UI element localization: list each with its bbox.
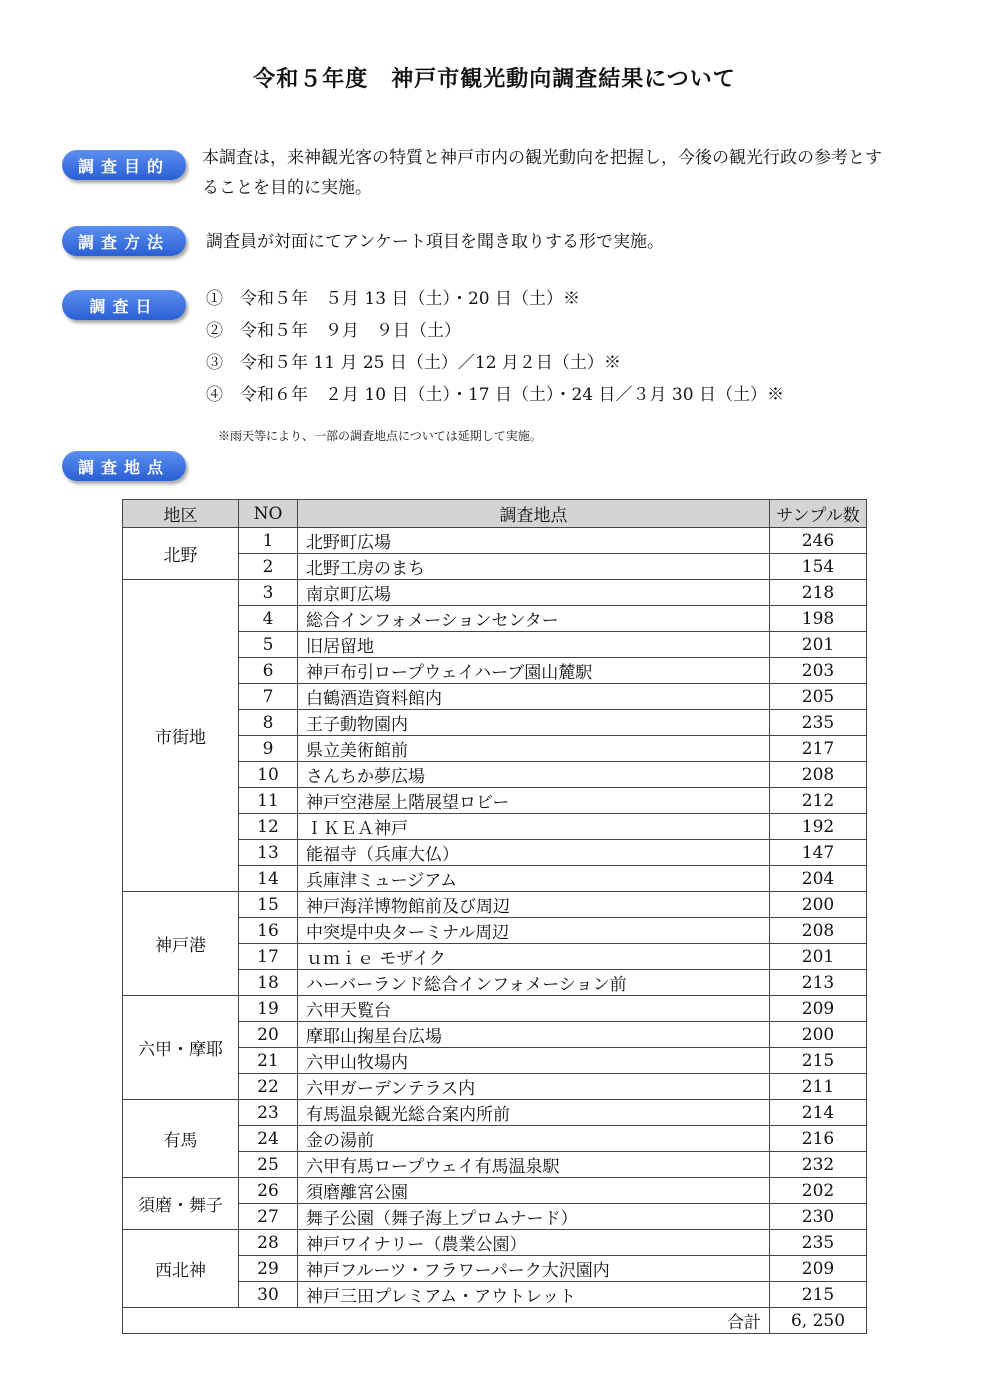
table-row: [123, 528, 867, 554]
table-row: [123, 1100, 867, 1126]
row-location: 六甲天覧台: [298, 996, 770, 1022]
row-location: 北野町広場: [298, 528, 770, 554]
purpose-line-2: ることを目的に実施。: [202, 178, 372, 198]
row-no: 11: [239, 788, 298, 814]
row-location: 王子動物園内: [298, 710, 770, 736]
row-location: 六甲山牧場内: [298, 1048, 770, 1074]
area-suma-maiko: 須磨・舞子: [123, 1178, 239, 1230]
row-no: 9: [239, 736, 298, 762]
header-samples: サンプル数: [770, 500, 867, 528]
row-location: 六甲有馬ロープウェイ有馬温泉駅: [298, 1152, 770, 1178]
row-location: 中突堤中央ターミナル周辺: [298, 918, 770, 944]
row-samples: 208: [770, 762, 867, 788]
row-samples: 203: [770, 658, 867, 684]
row-location: ＩＫＥＡ神戸: [298, 814, 770, 840]
row-location: 神戸三田プレミアム・アウトレット: [298, 1282, 770, 1308]
total-row: [123, 1308, 867, 1334]
row-location: ハーバーランド総合インフォメーション前: [298, 970, 770, 996]
table-row: [123, 580, 867, 606]
row-location: 白鶴酒造資料館内: [298, 684, 770, 710]
row-no: 29: [239, 1256, 298, 1282]
row-no: 22: [239, 1074, 298, 1100]
date-item-3: ③ 令和５年 11 月 25 日（土）／12 月２日（土）※: [206, 353, 621, 373]
row-no: 3: [239, 580, 298, 606]
row-no: 14: [239, 866, 298, 892]
area-seihokushin: 西北神: [123, 1230, 239, 1308]
area-kitano: 北野: [123, 528, 239, 580]
row-no: 5: [239, 632, 298, 658]
row-location: 摩耶山掬星台広場: [298, 1022, 770, 1048]
page-title: 令和５年度 神戸市観光動向調査結果について: [253, 67, 736, 92]
row-samples: 154: [770, 554, 867, 580]
row-location: 有馬温泉観光総合案内所前: [298, 1100, 770, 1126]
row-no: 6: [239, 658, 298, 684]
header-location: 調査地点: [298, 500, 770, 528]
row-no: 27: [239, 1204, 298, 1230]
row-location: ｕｍｉｅ モザイク: [298, 944, 770, 970]
row-samples: 246: [770, 528, 867, 554]
row-samples: 205: [770, 684, 867, 710]
row-samples: 200: [770, 1022, 867, 1048]
row-location: 神戸海洋博物館前及び周辺: [298, 892, 770, 918]
row-samples: 201: [770, 632, 867, 658]
row-samples: 215: [770, 1282, 867, 1308]
row-location: 神戸ワイナリー（農業公園）: [298, 1230, 770, 1256]
row-location: 旧居留地: [298, 632, 770, 658]
date-item-1: ① 令和５年 ５月 13 日（土）・20 日（土）※: [206, 289, 580, 309]
row-no: 24: [239, 1126, 298, 1152]
row-samples: 215: [770, 1048, 867, 1074]
table-row: [123, 1230, 867, 1256]
row-location: 能福寺（兵庫大仏）: [298, 840, 770, 866]
row-no: 13: [239, 840, 298, 866]
purpose-text: [202, 143, 882, 203]
row-location: 南京町広場: [298, 580, 770, 606]
row-samples: 214: [770, 1100, 867, 1126]
total-samples: 6, 250: [770, 1308, 867, 1334]
date-item-2: ② 令和５年 ９月 ９日（土）: [206, 321, 461, 341]
row-samples: 211: [770, 1074, 867, 1100]
row-samples: 235: [770, 1230, 867, 1256]
total-spacer: [123, 1308, 239, 1334]
row-no: 25: [239, 1152, 298, 1178]
row-no: 26: [239, 1178, 298, 1204]
row-no: 4: [239, 606, 298, 632]
row-location: 金の湯前: [298, 1126, 770, 1152]
area-rokko-maya: 六甲・摩耶: [123, 996, 239, 1100]
row-location: 神戸布引ロープウェイハーブ園山麓駅: [298, 658, 770, 684]
area-kobe-port: 神戸港: [123, 892, 239, 996]
row-location: 須磨離宮公園: [298, 1178, 770, 1204]
row-samples: 209: [770, 1256, 867, 1282]
row-samples: 209: [770, 996, 867, 1022]
row-no: 8: [239, 710, 298, 736]
row-no: 30: [239, 1282, 298, 1308]
row-samples: 202: [770, 1178, 867, 1204]
total-spacer: [239, 1308, 298, 1334]
row-samples: 208: [770, 918, 867, 944]
row-samples: 198: [770, 606, 867, 632]
row-no: 16: [239, 918, 298, 944]
table-header-row: [123, 500, 867, 528]
table-row: [123, 892, 867, 918]
row-samples: 216: [770, 1126, 867, 1152]
row-samples: 230: [770, 1204, 867, 1230]
header-no: NO: [239, 500, 298, 528]
rain-note: ※雨天等により、一部の調査地点については延期して実施。: [218, 429, 542, 443]
row-location: 神戸空港屋上階展望ロビー: [298, 788, 770, 814]
row-no: 15: [239, 892, 298, 918]
row-location: 兵庫津ミュージアム: [298, 866, 770, 892]
area-shigaichi: 市街地: [123, 580, 239, 892]
row-no: 19: [239, 996, 298, 1022]
row-samples: 204: [770, 866, 867, 892]
row-no: 2: [239, 554, 298, 580]
row-samples: 213: [770, 970, 867, 996]
row-samples: 201: [770, 944, 867, 970]
method-text: 調査員が対面にてアンケート項目を聞き取りする形で実施。: [206, 232, 664, 252]
row-no: 20: [239, 1022, 298, 1048]
table-row: [123, 1178, 867, 1204]
row-location: 舞子公園（舞子海上プロムナード）: [298, 1204, 770, 1230]
row-location: さんちか夢広場: [298, 762, 770, 788]
row-location: 六甲ガーデンテラス内: [298, 1074, 770, 1100]
section-label-locations: 調査地点: [62, 451, 186, 481]
row-no: 7: [239, 684, 298, 710]
row-no: 17: [239, 944, 298, 970]
row-no: 10: [239, 762, 298, 788]
row-location: 神戸フルーツ・フラワーパーク大沢園内: [298, 1256, 770, 1282]
total-label: 合計: [298, 1308, 770, 1334]
survey-dates: [206, 283, 784, 411]
table-row: [123, 996, 867, 1022]
header-area: 地区: [123, 500, 239, 528]
row-samples: 217: [770, 736, 867, 762]
row-samples: 200: [770, 892, 867, 918]
row-no: 28: [239, 1230, 298, 1256]
section-label-method: 調査方法: [62, 226, 186, 256]
row-samples: 212: [770, 788, 867, 814]
row-location: 総合インフォメーションセンター: [298, 606, 770, 632]
row-no: 23: [239, 1100, 298, 1126]
row-location: 県立美術館前: [298, 736, 770, 762]
row-no: 21: [239, 1048, 298, 1074]
section-label-dates: 調査日: [62, 290, 186, 320]
survey-locations-table: [122, 499, 867, 1334]
row-no: 12: [239, 814, 298, 840]
purpose-line-1: 本調査は，来神観光客の特質と神戸市内の観光動向を把握し，今後の観光行政の参考とす: [202, 148, 882, 168]
row-samples: 192: [770, 814, 867, 840]
row-location: 北野工房のまち: [298, 554, 770, 580]
area-arima: 有馬: [123, 1100, 239, 1178]
row-samples: 232: [770, 1152, 867, 1178]
row-samples: 218: [770, 580, 867, 606]
row-samples: 147: [770, 840, 867, 866]
row-samples: 235: [770, 710, 867, 736]
date-item-4: ④ 令和６年 ２月 10 日（土）・17 日（土）・24 日／３月 30 日（土）※: [206, 385, 784, 405]
row-no: 1: [239, 528, 298, 554]
row-no: 18: [239, 970, 298, 996]
section-label-purpose: 調査目的: [62, 150, 186, 180]
